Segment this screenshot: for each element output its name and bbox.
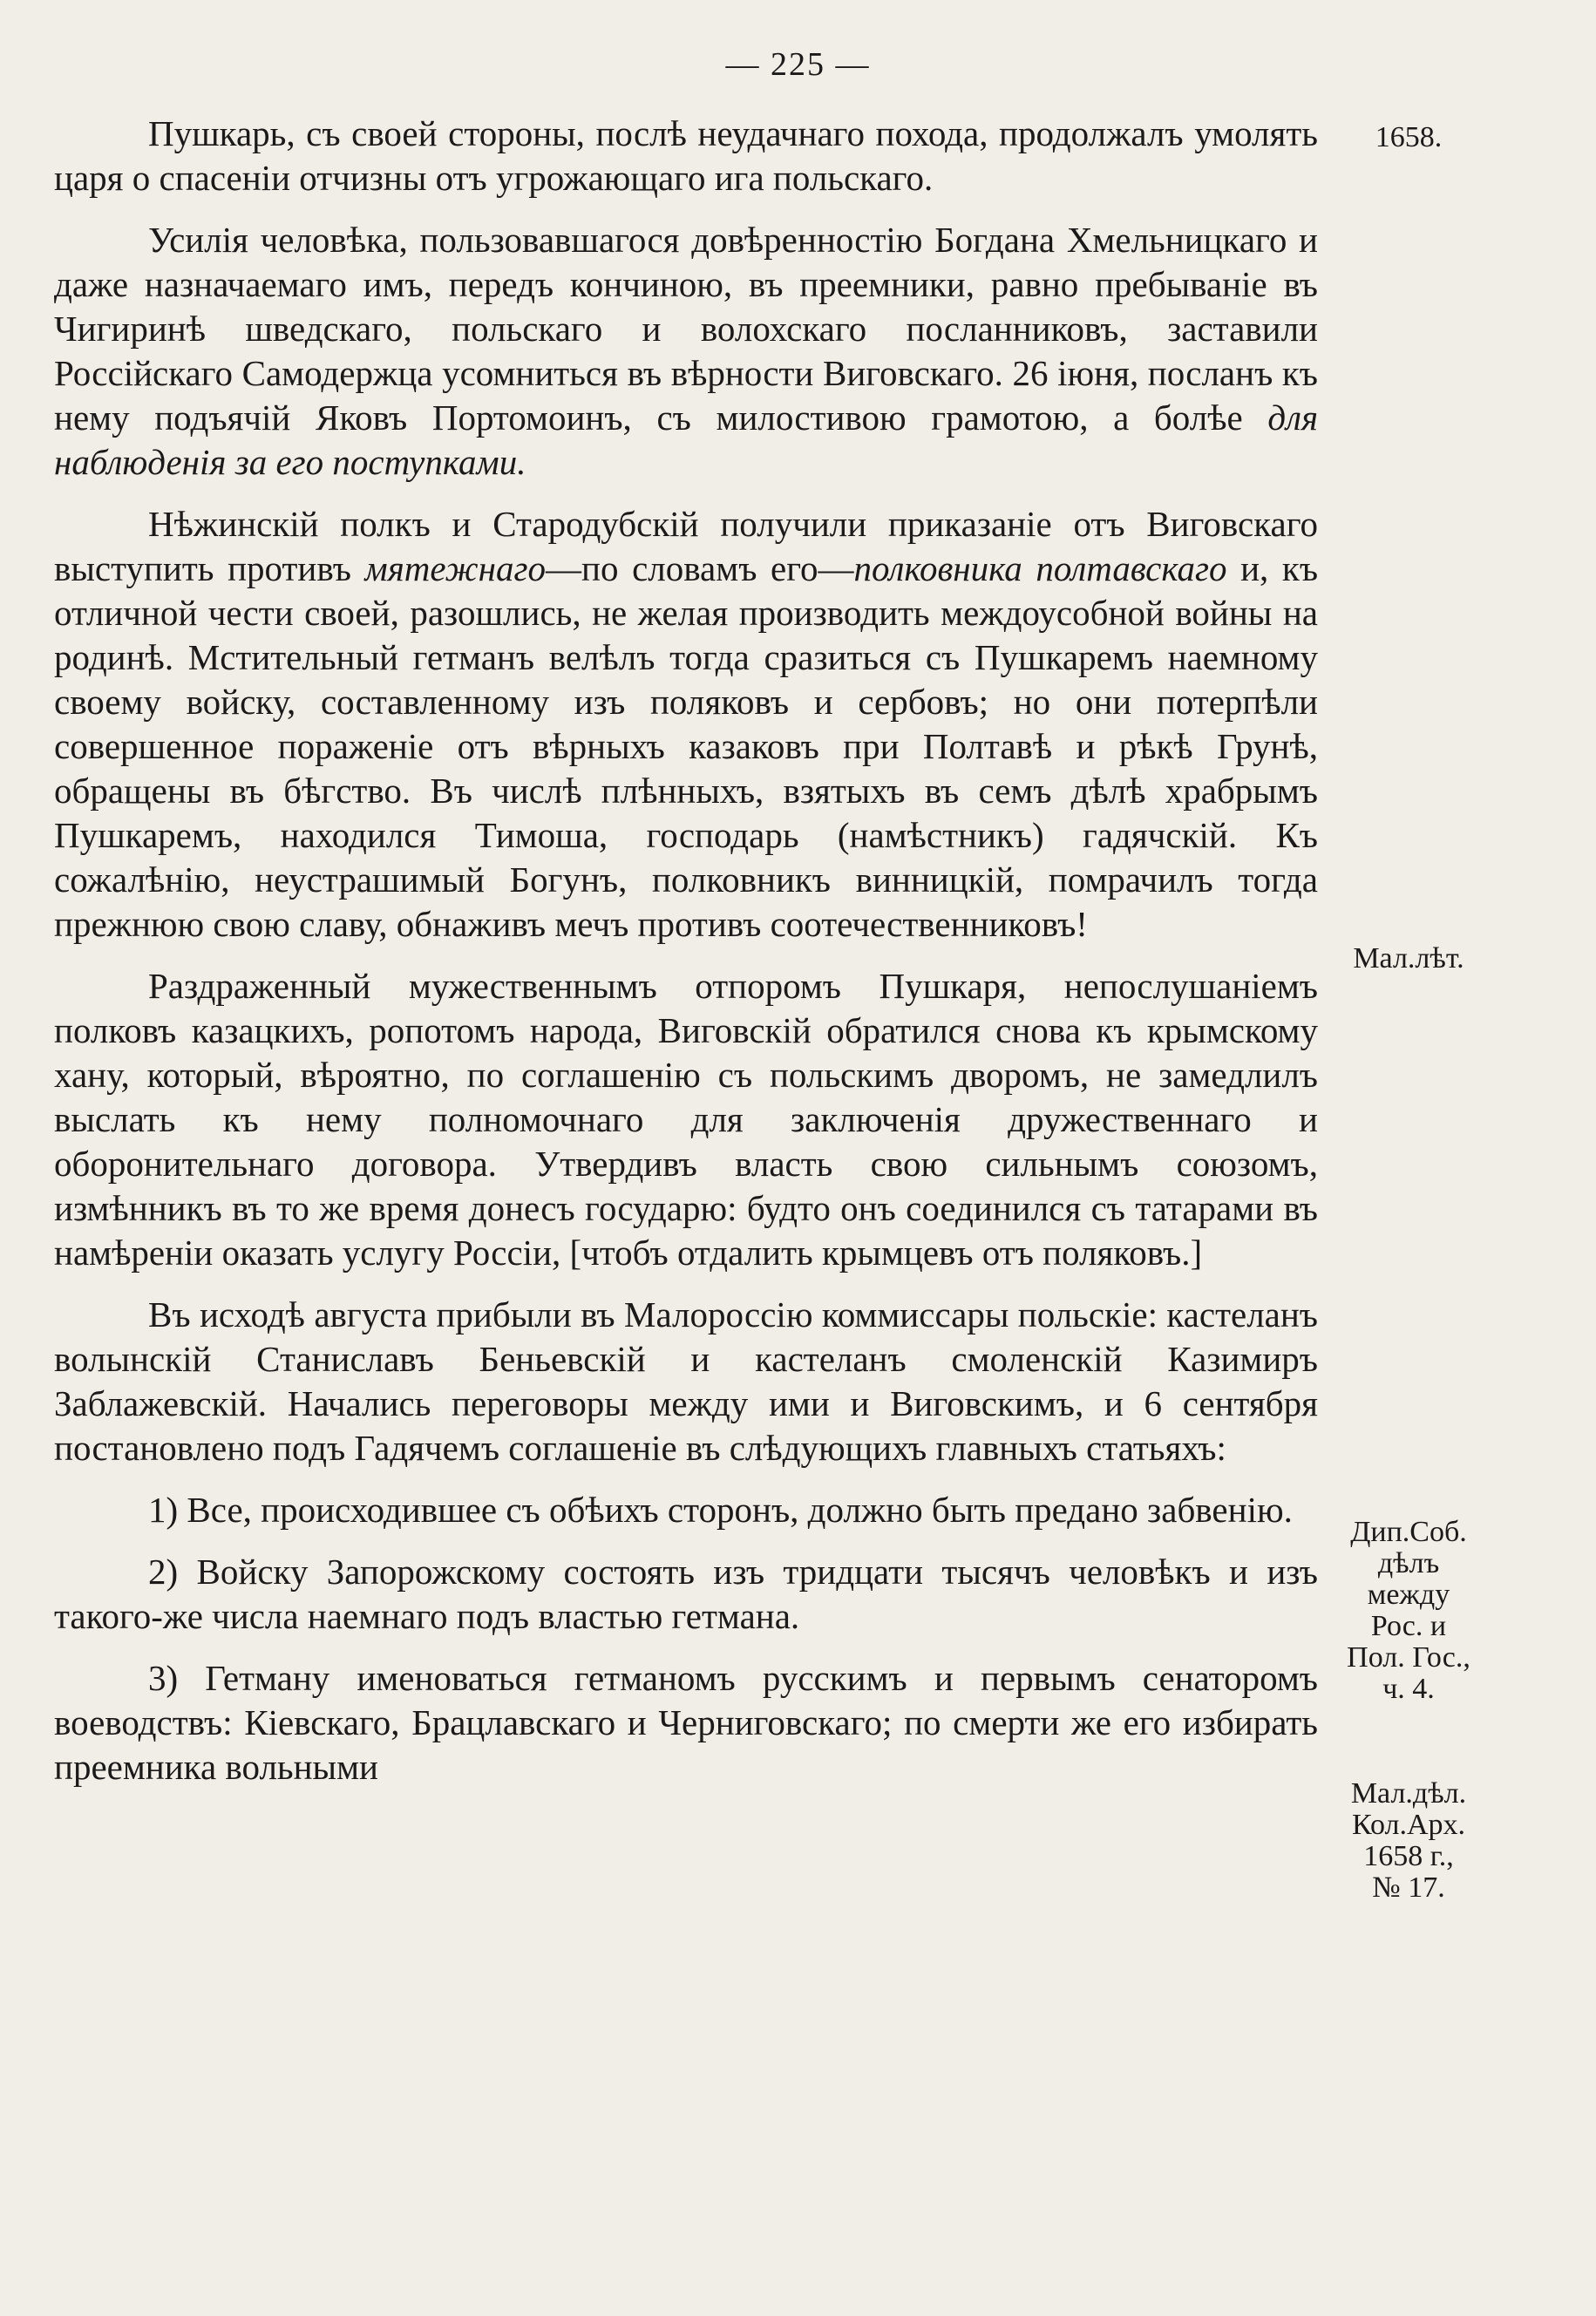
paragraph-3 [54,502,1318,947]
paragraph-2-italic: для наблюденія за его поступками. [54,397,1319,482]
paragraph-3-text-a: Нѣжинскій полкъ и Стародубскій получили приказаніе отъ Виговскаго выступить противъ [54,504,1318,588]
margin-note-line: Кол.Арх. [1351,1809,1466,1841]
margin-note-year: 1658. [1375,121,1443,153]
paragraph-4: Раздраженный мужественнымъ отпоромъ Пушкаря, непослушаніемъ полковъ казацкихъ, ропотомъ народа, Виговскій обратился снова къ крымскому хану, который, вѣроятно, по соглашенію съ польскимъ дворомъ, не замедлилъ выслать къ нему полномочнаго для заключенія дружественнаго и оборонительнаго договора. Утвердивъ власть свою сильнымъ союзомъ, измѣнникъ въ то же время донесъ государю: будто онъ соединился съ татарами въ намѣреніи оказать услугу Россіи, [чтобъ отдалить крымцевъ отъ поляковъ.] [54,966,1318,1273]
margin-note-mal-let: Мал.лѣт. [1353,942,1464,975]
paragraph-2-text: Усилія человѣка, пользовавшагося довѣренностію Богдана Хмельницкаго и даже назначаемаго имъ, передъ кончиною, въ преемники, равно пребываніе въ Чигиринѣ шведскаго, польскаго и волохскаго посланниковъ, заставили Россійскаго Самодержца усомниться въ вѣрности Виговскаго. 26 іюня, посланъ къ нему подъячій Яковъ Портомоинъ, съ милостивою грамотою, а болѣе [54,220,1318,438]
margin-note-line: Рос. и [1370,1610,1447,1642]
margin-note-mal-del [1321,1778,1496,1904]
margin-note-line: между [1367,1579,1450,1611]
paragraph-article-3: 3) Гетману именоваться гетманомъ русскимъ и первымъ сенаторомъ воеводствъ: Кіевскаго, Брацлавскаго и Черниговскаго; по смерти же его избирать преемника вольными [54,1658,1318,1787]
margin-note-line: Мал.дѣл. [1350,1777,1467,1810]
paragraph-1: Пушкарь, съ своей стороны, послѣ неудачнаго похода, продолжалъ умолять царя о спасеніи отчизны отъ угрожающаго ига польскаго. [54,113,1318,198]
paragraph-article-2: 2) Войску Запорожскому состоять изъ тридцати тысячъ человѣкъ и изъ такого-же числа наемнаго подъ властью гетмана. [54,1552,1318,1636]
paragraph-3-italic-1: мятежнаго [364,548,547,588]
margin-note-line: № 17. [1372,1871,1445,1904]
body-text [54,112,1318,1807]
paragraph-5: Въ исходѣ августа прибыли въ Малороссію коммиссары польскіе: кастеланъ волынскій Станиславъ Беньевскій и кастеланъ смоленскій Казимиръ Заблажевскій. Начались переговоры между ими и Виговскимъ, и 6 сентября постановлено подъ Гадячемъ соглашеніе въ слѣдующихъ главныхъ статьяхъ: [54,1294,1318,1468]
margin-note-line: ч. 4. [1382,1673,1435,1705]
paragraph-2 [54,218,1318,485]
margin-note-line: дѣлъ [1377,1547,1440,1579]
page-number: — 225 — [725,46,871,83]
paragraph-3-italic-2: полковника полтавскаго [853,548,1227,588]
margin-note-line: 1658 г., [1363,1840,1454,1872]
paragraph-article-1: 1) Все, происходившее съ обѣихъ сторонъ, должно быть предано забвенію. [148,1490,1293,1530]
paragraph-3-text-b: —по словамъ его— [546,548,854,588]
margin-note-line: Дип.Соб. [1350,1516,1467,1548]
margin-note-dip-sob [1321,1517,1496,1705]
margin-note-line: Пол. Гос., [1347,1641,1470,1674]
paragraph-3-text-c: и, къ отличной чести своей, разошлись, не желая производить междоусобной войны на родинѣ. Мстительный гетманъ велѣлъ тогда сразиться съ Пушкаремъ наемному своему войску, составленному изъ поляковъ и сербовъ; но они потерпѣли совершенное пораженіе отъ вѣрныхъ казаковъ при Полтавѣ и рѣкѣ Грунѣ, обращены въ бѣгство. Въ числѣ плѣнныхъ, взятыхъ въ семъ дѣлѣ храбрымъ Пушкаремъ, находился Тимоша, господарь (намѣстникъ) гадячскій. Къ сожалѣнію, неустрашимый Богунъ, полковникъ винницкій, помрачилъ тогда прежнюю свою славу, обнаживъ мечъ противъ соотечественниковъ! [54,548,1319,944]
